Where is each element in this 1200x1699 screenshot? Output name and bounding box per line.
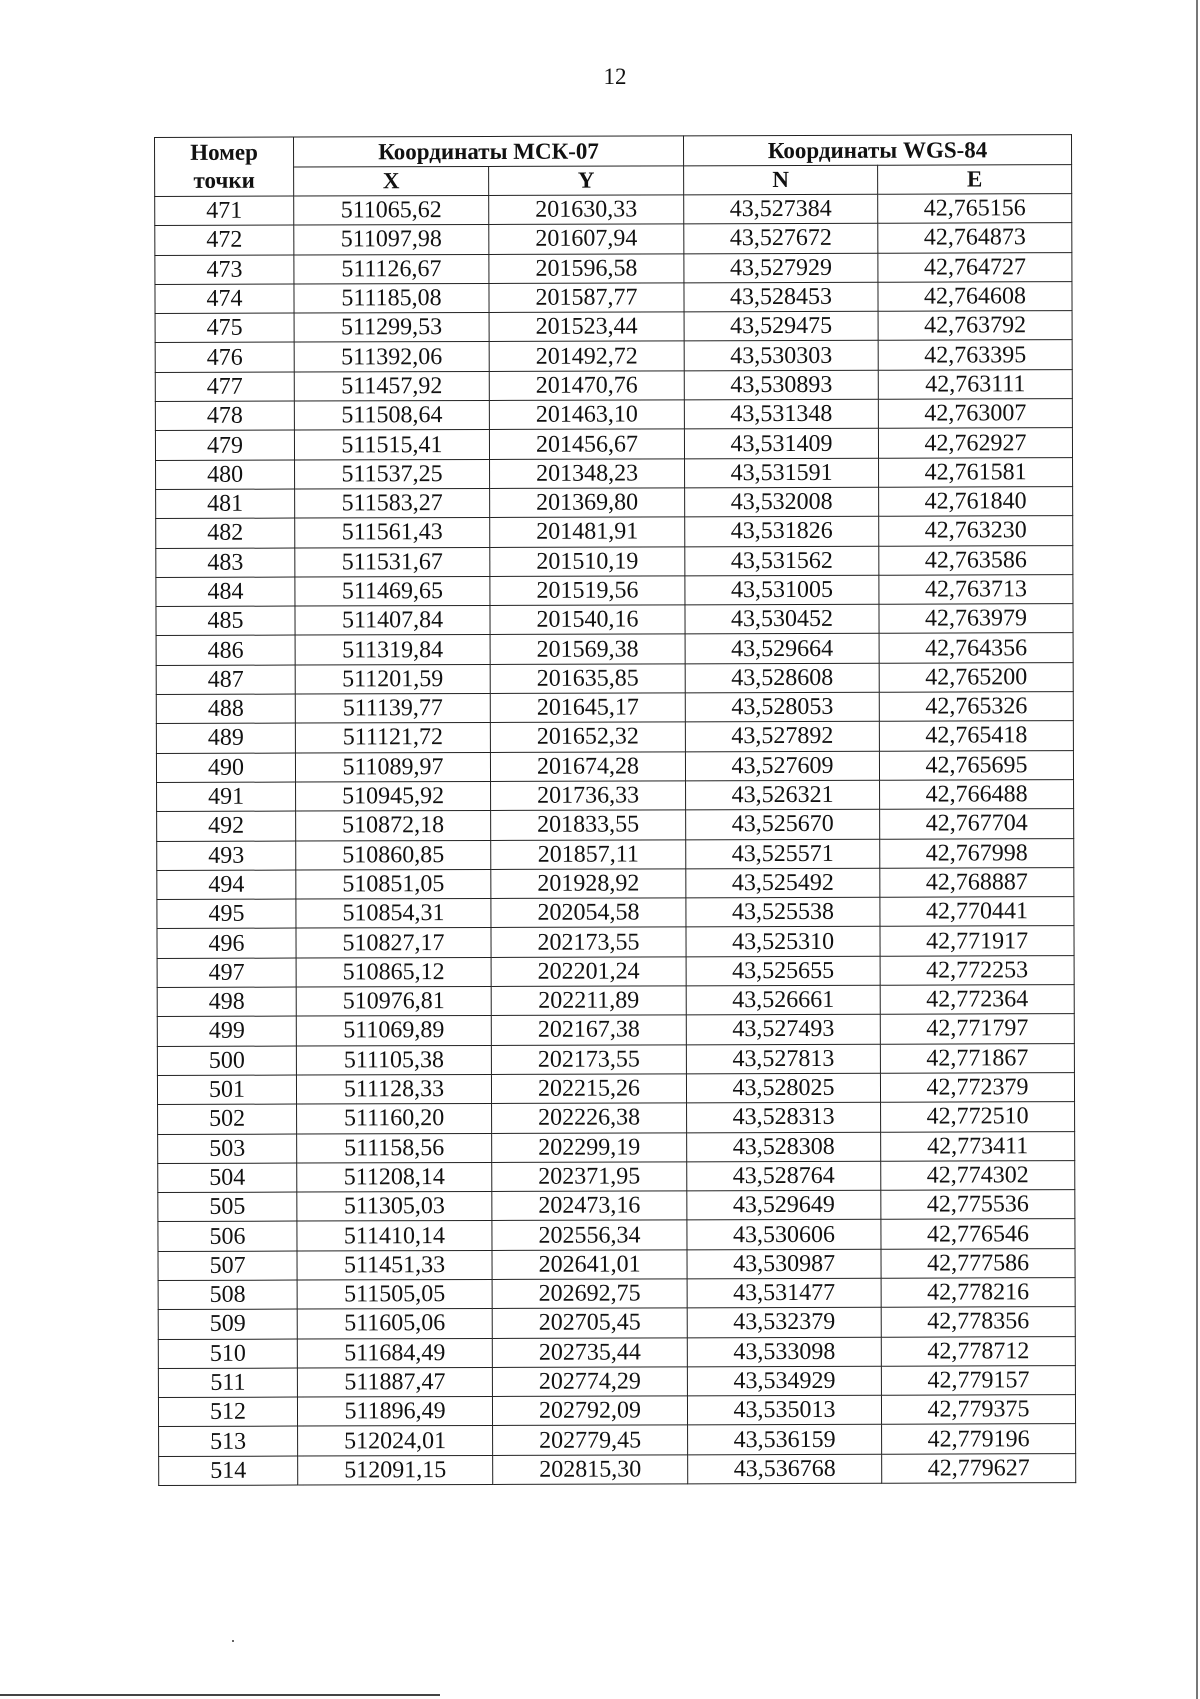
x-cell: 511505,05 bbox=[297, 1279, 492, 1309]
e-cell: 42,778216 bbox=[881, 1278, 1075, 1308]
n-cell: 43,529649 bbox=[687, 1190, 881, 1220]
table-row bbox=[155, 428, 1072, 460]
y-cell: 202779,45 bbox=[493, 1425, 688, 1455]
e-cell: 42,765326 bbox=[879, 692, 1073, 722]
point-number-cell: 483 bbox=[156, 548, 295, 578]
table-row bbox=[156, 574, 1073, 606]
table-row bbox=[156, 516, 1073, 548]
table-row bbox=[156, 545, 1073, 577]
e-cell: 42,779627 bbox=[882, 1453, 1076, 1483]
point-number-cell: 480 bbox=[156, 460, 295, 490]
n-cell: 43,527892 bbox=[685, 722, 879, 752]
x-cell: 511185,08 bbox=[294, 283, 489, 313]
n-cell: 43,535013 bbox=[687, 1395, 881, 1425]
table-row bbox=[157, 1014, 1074, 1046]
table-row bbox=[156, 457, 1073, 489]
y-cell: 201833,55 bbox=[491, 810, 686, 840]
e-cell: 42,772364 bbox=[880, 985, 1074, 1015]
header-point-number bbox=[155, 137, 294, 196]
x-cell: 511089,97 bbox=[295, 752, 490, 782]
header-x: X bbox=[294, 166, 489, 196]
e-cell: 42,764608 bbox=[878, 282, 1072, 312]
e-cell: 42,765418 bbox=[879, 721, 1073, 751]
x-cell: 511531,67 bbox=[295, 547, 490, 577]
y-cell: 202556,34 bbox=[492, 1220, 687, 1250]
x-cell: 511065,62 bbox=[294, 195, 489, 225]
n-cell: 43,531826 bbox=[685, 516, 879, 546]
n-cell: 43,527493 bbox=[686, 1015, 880, 1045]
table-row bbox=[155, 311, 1072, 343]
point-number-cell: 495 bbox=[157, 899, 296, 929]
e-cell: 42,771867 bbox=[880, 1043, 1074, 1073]
y-cell: 201857,11 bbox=[491, 839, 686, 869]
scan-edge-right bbox=[1196, 0, 1198, 1699]
table-row bbox=[157, 926, 1074, 958]
y-cell: 202173,55 bbox=[491, 927, 686, 957]
e-cell: 42,771917 bbox=[880, 926, 1074, 956]
header-msk07: Координаты МСК-07 bbox=[294, 136, 684, 167]
y-cell: 202371,95 bbox=[492, 1162, 687, 1192]
table-row bbox=[158, 1190, 1075, 1222]
e-cell: 42,763395 bbox=[878, 340, 1072, 370]
point-number-cell: 488 bbox=[156, 694, 295, 724]
x-cell: 511128,33 bbox=[296, 1074, 491, 1104]
header-y: Y bbox=[489, 166, 684, 196]
e-cell: 42,765695 bbox=[879, 750, 1073, 780]
table-row bbox=[157, 897, 1074, 929]
e-cell: 42,763007 bbox=[878, 399, 1072, 429]
y-cell: 201481,91 bbox=[490, 517, 685, 547]
point-number-cell: 509 bbox=[158, 1309, 297, 1339]
table-row bbox=[157, 955, 1074, 987]
e-cell: 42,779375 bbox=[881, 1395, 1075, 1425]
n-cell: 43,527813 bbox=[686, 1044, 880, 1074]
n-cell: 43,532008 bbox=[685, 487, 879, 517]
table-row bbox=[156, 604, 1073, 636]
y-cell: 202774,29 bbox=[492, 1367, 687, 1397]
x-cell: 511508,64 bbox=[294, 401, 489, 431]
table-body bbox=[155, 194, 1076, 1486]
e-cell: 42,766488 bbox=[880, 780, 1074, 810]
table-row bbox=[155, 399, 1072, 431]
x-cell: 511158,56 bbox=[297, 1133, 492, 1163]
n-cell: 43,530303 bbox=[684, 341, 878, 371]
point-number-cell: 487 bbox=[156, 665, 295, 695]
y-cell: 201492,72 bbox=[489, 341, 684, 371]
x-cell: 510827,17 bbox=[296, 928, 491, 958]
n-cell: 43,525310 bbox=[686, 927, 880, 957]
y-cell: 201674,28 bbox=[490, 751, 685, 781]
table-row bbox=[155, 252, 1072, 284]
n-cell: 43,534929 bbox=[687, 1366, 881, 1396]
header-point-line2: точки bbox=[193, 167, 255, 193]
e-cell: 42,767998 bbox=[880, 838, 1074, 868]
y-cell: 201348,23 bbox=[490, 459, 685, 489]
n-cell: 43,528025 bbox=[686, 1073, 880, 1103]
table-row bbox=[157, 867, 1074, 899]
header-point-line1: Номер bbox=[190, 139, 258, 165]
point-number-cell: 478 bbox=[155, 401, 294, 431]
point-number-cell: 513 bbox=[159, 1427, 298, 1457]
x-cell: 511392,06 bbox=[294, 342, 489, 372]
e-cell: 42,763979 bbox=[879, 604, 1073, 634]
n-cell: 43,531348 bbox=[684, 399, 878, 429]
x-cell: 511887,47 bbox=[297, 1367, 492, 1397]
y-cell: 202815,30 bbox=[493, 1455, 688, 1485]
point-number-cell: 493 bbox=[157, 841, 296, 871]
e-cell: 42,779196 bbox=[882, 1424, 1076, 1454]
e-cell: 42,776546 bbox=[881, 1219, 1075, 1249]
x-cell: 512024,01 bbox=[298, 1426, 493, 1456]
e-cell: 42,763586 bbox=[879, 545, 1073, 575]
y-cell: 202705,45 bbox=[492, 1308, 687, 1338]
point-number-cell: 476 bbox=[155, 343, 294, 373]
x-cell: 511126,67 bbox=[294, 254, 489, 284]
table-row bbox=[158, 1248, 1075, 1280]
x-cell: 511457,92 bbox=[294, 371, 489, 401]
e-cell: 42,775536 bbox=[881, 1190, 1075, 1220]
table-row bbox=[157, 1043, 1074, 1075]
point-number-cell: 492 bbox=[157, 811, 296, 841]
n-cell: 43,526661 bbox=[686, 985, 880, 1015]
e-cell: 42,772510 bbox=[881, 1102, 1075, 1132]
x-cell: 511583,27 bbox=[295, 488, 490, 518]
y-cell: 202054,58 bbox=[491, 898, 686, 928]
x-cell: 511896,49 bbox=[297, 1397, 492, 1427]
e-cell: 42,761840 bbox=[879, 487, 1073, 517]
table-row bbox=[156, 750, 1073, 782]
table-row bbox=[155, 282, 1072, 314]
point-number-cell: 498 bbox=[157, 987, 296, 1017]
n-cell: 43,525492 bbox=[686, 868, 880, 898]
point-number-cell: 475 bbox=[155, 313, 294, 343]
n-cell: 43,527929 bbox=[684, 253, 878, 283]
x-cell: 511208,14 bbox=[297, 1162, 492, 1192]
x-cell: 511201,59 bbox=[295, 664, 490, 694]
n-cell: 43,536768 bbox=[688, 1454, 882, 1484]
x-cell: 510854,31 bbox=[296, 899, 491, 929]
n-cell: 43,531409 bbox=[684, 429, 878, 459]
x-cell: 511305,03 bbox=[297, 1192, 492, 1222]
n-cell: 43,528608 bbox=[685, 663, 879, 693]
y-cell: 201635,85 bbox=[490, 664, 685, 694]
table-row bbox=[159, 1424, 1076, 1456]
table-row bbox=[158, 1102, 1075, 1134]
point-number-cell: 501 bbox=[157, 1075, 296, 1105]
e-cell: 42,765156 bbox=[878, 194, 1072, 224]
e-cell: 42,768887 bbox=[880, 867, 1074, 897]
n-cell: 43,531562 bbox=[685, 546, 879, 576]
x-cell: 511299,53 bbox=[294, 313, 489, 343]
point-number-cell: 499 bbox=[157, 1016, 296, 1046]
y-cell: 202792,09 bbox=[492, 1396, 687, 1426]
point-number-cell: 494 bbox=[157, 870, 296, 900]
table-row bbox=[158, 1278, 1075, 1310]
point-number-cell: 506 bbox=[158, 1221, 297, 1251]
x-cell: 512091,15 bbox=[298, 1455, 493, 1485]
scan-edge-bottom bbox=[0, 1694, 440, 1696]
scan-speck bbox=[232, 1640, 234, 1642]
e-cell: 42,778712 bbox=[881, 1336, 1075, 1366]
e-cell: 42,762927 bbox=[878, 428, 1072, 458]
x-cell: 511069,89 bbox=[296, 1016, 491, 1046]
table-row bbox=[157, 838, 1074, 870]
n-cell: 43,525538 bbox=[686, 897, 880, 927]
x-cell: 510945,92 bbox=[296, 781, 491, 811]
e-cell: 42,778356 bbox=[881, 1307, 1075, 1337]
x-cell: 511410,14 bbox=[297, 1221, 492, 1251]
y-cell: 201596,58 bbox=[489, 253, 684, 283]
x-cell: 511097,98 bbox=[294, 225, 489, 255]
table-row bbox=[157, 985, 1074, 1017]
table-row bbox=[156, 633, 1073, 665]
y-cell: 202692,75 bbox=[492, 1279, 687, 1309]
y-cell: 201645,17 bbox=[490, 693, 685, 723]
e-cell: 42,779157 bbox=[881, 1365, 1075, 1395]
n-cell: 43,530987 bbox=[687, 1249, 881, 1279]
y-cell: 201456,67 bbox=[489, 429, 684, 459]
y-cell: 202167,38 bbox=[491, 1015, 686, 1045]
n-cell: 43,531591 bbox=[685, 458, 879, 488]
y-cell: 202299,19 bbox=[492, 1132, 687, 1162]
point-number-cell: 486 bbox=[156, 636, 295, 666]
point-number-cell: 489 bbox=[156, 723, 295, 753]
point-number-cell: 502 bbox=[158, 1104, 297, 1134]
e-cell: 42,770441 bbox=[880, 897, 1074, 927]
n-cell: 43,529664 bbox=[685, 634, 879, 664]
point-number-cell: 474 bbox=[155, 284, 294, 314]
coordinates-table bbox=[154, 134, 1076, 1486]
x-cell: 511105,38 bbox=[296, 1045, 491, 1075]
x-cell: 511407,84 bbox=[295, 606, 490, 636]
y-cell: 201540,16 bbox=[490, 605, 685, 635]
x-cell: 511139,77 bbox=[295, 693, 490, 723]
y-cell: 202215,26 bbox=[491, 1074, 686, 1104]
n-cell: 43,526321 bbox=[686, 780, 880, 810]
point-number-cell: 505 bbox=[158, 1192, 297, 1222]
y-cell: 201369,80 bbox=[490, 488, 685, 518]
x-cell: 510851,05 bbox=[296, 869, 491, 899]
table-row bbox=[158, 1395, 1075, 1427]
y-cell: 201463,10 bbox=[489, 400, 684, 430]
e-cell: 42,771797 bbox=[880, 1014, 1074, 1044]
point-number-cell: 514 bbox=[159, 1456, 298, 1486]
point-number-cell: 482 bbox=[156, 518, 295, 548]
page-number: 12 bbox=[603, 64, 627, 89]
y-cell: 201607,94 bbox=[489, 224, 684, 254]
point-number-cell: 473 bbox=[155, 255, 294, 285]
e-cell: 42,764356 bbox=[879, 633, 1073, 663]
y-cell: 201652,32 bbox=[490, 722, 685, 752]
point-number-cell: 510 bbox=[158, 1339, 297, 1369]
y-cell: 201470,76 bbox=[489, 371, 684, 401]
point-number-cell: 500 bbox=[157, 1046, 296, 1076]
header-e: E bbox=[878, 165, 1072, 195]
n-cell: 43,527609 bbox=[685, 751, 879, 781]
n-cell: 43,533098 bbox=[687, 1337, 881, 1367]
n-cell: 43,532379 bbox=[687, 1308, 881, 1338]
point-number-cell: 497 bbox=[157, 958, 296, 988]
n-cell: 43,529475 bbox=[684, 311, 878, 341]
e-cell: 42,772253 bbox=[880, 955, 1074, 985]
n-cell: 43,536159 bbox=[688, 1425, 882, 1455]
point-number-cell: 508 bbox=[158, 1280, 297, 1310]
x-cell: 511684,49 bbox=[297, 1338, 492, 1368]
e-cell: 42,773411 bbox=[881, 1131, 1075, 1161]
point-number-cell: 477 bbox=[155, 372, 294, 402]
n-cell: 43,528313 bbox=[687, 1102, 881, 1132]
x-cell: 510976,81 bbox=[296, 986, 491, 1016]
n-cell: 43,525655 bbox=[686, 956, 880, 986]
e-cell: 42,767704 bbox=[880, 809, 1074, 839]
y-cell: 201523,44 bbox=[489, 312, 684, 342]
point-number-cell: 485 bbox=[156, 606, 295, 636]
y-cell: 201569,38 bbox=[490, 634, 685, 664]
y-cell: 201519,56 bbox=[490, 576, 685, 606]
table-row bbox=[158, 1160, 1075, 1192]
y-cell: 201630,33 bbox=[489, 195, 684, 225]
table-row bbox=[155, 223, 1072, 255]
table-row bbox=[156, 487, 1073, 519]
x-cell: 511515,41 bbox=[294, 430, 489, 460]
x-cell: 511319,84 bbox=[295, 635, 490, 665]
point-number-cell: 491 bbox=[157, 782, 296, 812]
table-row bbox=[158, 1336, 1075, 1368]
x-cell: 511451,33 bbox=[297, 1250, 492, 1280]
point-number-cell: 512 bbox=[158, 1397, 297, 1427]
y-cell: 202735,44 bbox=[492, 1337, 687, 1367]
e-cell: 42,763792 bbox=[878, 311, 1072, 341]
table-row bbox=[159, 1453, 1076, 1485]
e-cell: 42,765200 bbox=[879, 662, 1073, 692]
e-cell: 42,777586 bbox=[881, 1248, 1075, 1278]
x-cell: 511121,72 bbox=[295, 723, 490, 753]
n-cell: 43,530606 bbox=[687, 1220, 881, 1250]
y-cell: 202201,24 bbox=[491, 957, 686, 987]
y-cell: 202641,01 bbox=[492, 1250, 687, 1280]
point-number-cell: 503 bbox=[158, 1134, 297, 1164]
y-cell: 201736,33 bbox=[491, 781, 686, 811]
e-cell: 42,761581 bbox=[879, 457, 1073, 487]
table-row bbox=[157, 1073, 1074, 1105]
y-cell: 202226,38 bbox=[492, 1103, 687, 1133]
point-number-cell: 490 bbox=[156, 753, 295, 783]
y-cell: 202473,16 bbox=[492, 1191, 687, 1221]
n-cell: 43,528053 bbox=[685, 692, 879, 722]
header-wgs84: Координаты WGS-84 bbox=[684, 135, 1072, 166]
e-cell: 42,763713 bbox=[879, 574, 1073, 604]
x-cell: 511605,06 bbox=[297, 1309, 492, 1339]
table-row bbox=[156, 662, 1073, 694]
table-row bbox=[158, 1365, 1075, 1397]
y-cell: 201587,77 bbox=[489, 283, 684, 313]
y-cell: 201510,19 bbox=[490, 546, 685, 576]
e-cell: 42,772379 bbox=[880, 1073, 1074, 1103]
header-n: N bbox=[684, 165, 878, 195]
n-cell: 43,525670 bbox=[686, 809, 880, 839]
n-cell: 43,527384 bbox=[684, 194, 878, 224]
n-cell: 43,530452 bbox=[685, 604, 879, 634]
x-cell: 511160,20 bbox=[297, 1104, 492, 1134]
e-cell: 42,764873 bbox=[878, 223, 1072, 253]
table-row bbox=[155, 194, 1072, 226]
point-number-cell: 472 bbox=[155, 225, 294, 255]
x-cell: 511561,43 bbox=[295, 518, 490, 548]
point-number-cell: 504 bbox=[158, 1163, 297, 1193]
x-cell: 510865,12 bbox=[296, 957, 491, 987]
n-cell: 43,525571 bbox=[686, 839, 880, 869]
y-cell: 202173,55 bbox=[491, 1044, 686, 1074]
point-number-cell: 511 bbox=[158, 1368, 297, 1398]
table-row bbox=[158, 1219, 1075, 1251]
table-row bbox=[157, 780, 1074, 812]
point-number-cell: 496 bbox=[157, 928, 296, 958]
table-row bbox=[156, 692, 1073, 724]
x-cell: 510860,85 bbox=[296, 840, 491, 870]
table-row bbox=[156, 721, 1073, 753]
n-cell: 43,530893 bbox=[684, 370, 878, 400]
e-cell: 42,763230 bbox=[879, 516, 1073, 546]
point-number-cell: 479 bbox=[155, 430, 294, 460]
table-row bbox=[158, 1131, 1075, 1163]
x-cell: 511469,65 bbox=[295, 576, 490, 606]
point-number-cell: 507 bbox=[158, 1251, 297, 1281]
n-cell: 43,528764 bbox=[687, 1161, 881, 1191]
x-cell: 511537,25 bbox=[295, 459, 490, 489]
point-number-cell: 481 bbox=[156, 489, 295, 519]
point-number-cell: 471 bbox=[155, 196, 294, 226]
n-cell: 43,531005 bbox=[685, 575, 879, 605]
n-cell: 43,528308 bbox=[687, 1132, 881, 1162]
n-cell: 43,527672 bbox=[684, 224, 878, 254]
table-row bbox=[155, 340, 1072, 372]
e-cell: 42,763111 bbox=[878, 369, 1072, 399]
x-cell: 510872,18 bbox=[296, 811, 491, 841]
table-row bbox=[158, 1307, 1075, 1339]
e-cell: 42,774302 bbox=[881, 1160, 1075, 1190]
e-cell: 42,764727 bbox=[878, 252, 1072, 282]
n-cell: 43,528453 bbox=[684, 282, 878, 312]
table-row bbox=[157, 809, 1074, 841]
y-cell: 202211,89 bbox=[491, 986, 686, 1016]
table-row bbox=[155, 369, 1072, 401]
n-cell: 43,531477 bbox=[687, 1278, 881, 1308]
point-number-cell: 484 bbox=[156, 577, 295, 607]
y-cell: 201928,92 bbox=[491, 869, 686, 899]
